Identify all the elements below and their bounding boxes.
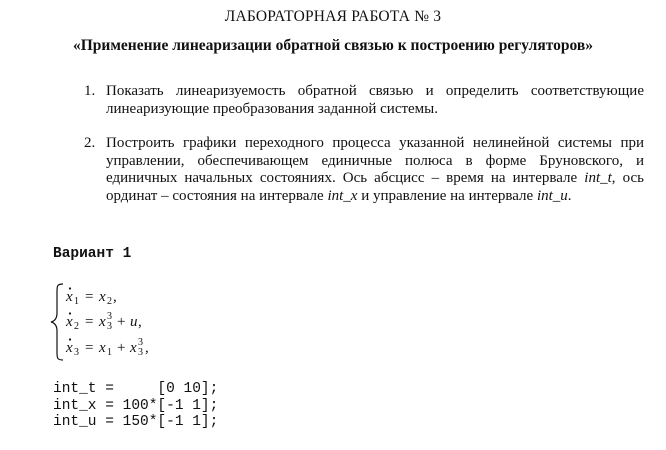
- eq3-term2-sub: 3: [138, 347, 143, 358]
- task-item-2: [84, 135, 644, 205]
- eq3-term2-sup: 3: [138, 337, 143, 348]
- task-number: 1.: [84, 83, 96, 99]
- eq3-lhs: x: [66, 340, 73, 356]
- equation-2: [65, 311, 142, 332]
- code-line-int-t: int_t = [0 10];: [53, 381, 219, 397]
- eq2-term2: u: [130, 314, 138, 330]
- eq2-term1-sub: 3: [107, 321, 112, 332]
- eq3-eq: =: [85, 340, 94, 356]
- eq2-lhs: x: [66, 314, 73, 330]
- eq3-term2: x: [130, 340, 137, 356]
- eq3-lhs-sub: 3: [74, 347, 79, 358]
- var-int-x: int_x: [327, 187, 358, 204]
- document-subtitle: «Применение линеаризации обратной связью к построению регуляторов»: [73, 37, 593, 54]
- task-text: Построить графики переходного процесса указанной нелинейной системы при управлении, обеспечивающем единичные полюса в форме Бруновского, и единичных начальных состояниях. Ось абсцисс – время на интервале: [106, 135, 644, 186]
- code-line-int-x: int_x = 100*[-1 1];: [53, 397, 219, 414]
- eq1-term1-sub: 2: [107, 296, 112, 307]
- eq3-tail: ,: [145, 340, 149, 356]
- equation-1: [65, 287, 117, 307]
- task-text: Показать линеаризуемость обратной связью и определить соответствующие линеаризующие преобразования заданной системы.: [106, 83, 644, 117]
- task-text: , ось ординат – состояния на интервале: [106, 170, 644, 204]
- eq1-lhs-sub: 1: [74, 296, 79, 307]
- eq2-eq: =: [85, 314, 94, 330]
- eq3-op: +: [117, 340, 126, 356]
- eq1-eq: =: [85, 289, 94, 305]
- document-title: ЛАБОРАТОРНАЯ РАБОТА № 3: [224, 8, 442, 25]
- code-line-int-u: int_u = 150*[-1 1];: [53, 414, 219, 430]
- var-int-t: int_t: [584, 170, 612, 186]
- eq1-term1: x: [99, 289, 106, 305]
- task-text: .: [567, 187, 572, 204]
- eq3-term1: x: [99, 340, 106, 356]
- eq2-term1-sup: 3: [107, 311, 112, 322]
- equation-3: [65, 337, 149, 358]
- eq1-tail: ,: [113, 289, 117, 305]
- task-number: 2.: [84, 135, 96, 151]
- eq2-lhs-sub: 2: [74, 321, 79, 332]
- eq1-lhs: x: [66, 289, 73, 305]
- variant-label: Вариант 1: [53, 246, 132, 262]
- code-block: [53, 381, 218, 431]
- left-brace: [51, 284, 63, 360]
- var-int-u: int_u: [536, 187, 568, 204]
- eq2-term1: x: [99, 314, 106, 330]
- task-item-1: [84, 83, 644, 118]
- task-list: [84, 83, 644, 205]
- task-text: и управление на интервале: [357, 187, 537, 204]
- equation-system: [49, 282, 249, 362]
- eq2-op: +: [117, 314, 126, 330]
- eq3-term1-sub: 1: [107, 347, 112, 358]
- eq2-tail: ,: [138, 314, 142, 330]
